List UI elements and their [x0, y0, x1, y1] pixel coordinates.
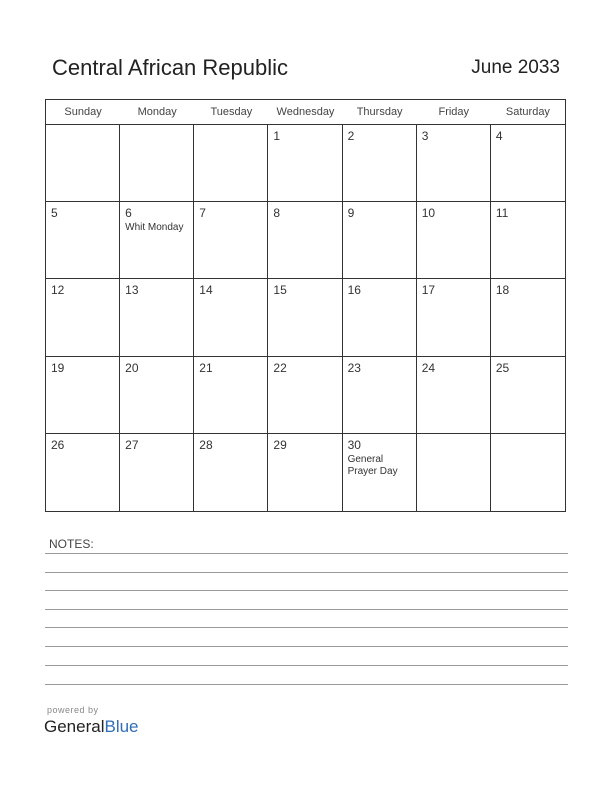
day-cell[interactable]: [491, 125, 565, 202]
day-cell[interactable]: [268, 125, 342, 202]
day-cell[interactable]: [417, 434, 491, 511]
day-cell[interactable]: [46, 357, 120, 434]
brand-blue: Blue: [104, 717, 139, 736]
day-cell[interactable]: [343, 434, 417, 511]
day-cell[interactable]: [417, 202, 491, 279]
day-number: 10: [421, 206, 436, 221]
day-cell[interactable]: [46, 434, 120, 511]
weekday-header: Wednesday: [276, 106, 335, 118]
month-year-label: June 2033: [471, 57, 560, 78]
day-cell[interactable]: [268, 434, 342, 511]
weekday-header: Sunday: [64, 106, 102, 118]
day-cell[interactable]: [343, 357, 417, 434]
day-number: 28: [199, 437, 213, 452]
day-cell[interactable]: [120, 434, 194, 511]
day-cell[interactable]: [343, 279, 417, 356]
day-cell[interactable]: [194, 202, 268, 279]
day-number: 1: [273, 129, 281, 143]
weekday-header-row: [46, 100, 565, 125]
generalblue-logo[interactable]: [44, 717, 139, 737]
day-number: 27: [125, 437, 139, 452]
day-cell[interactable]: [491, 357, 565, 434]
day-cell[interactable]: [491, 434, 565, 511]
day-number: 9: [347, 206, 355, 221]
day-cell[interactable]: [491, 279, 565, 356]
note-line: [45, 609, 568, 610]
day-number: 30: [347, 437, 361, 452]
note-line: [45, 553, 568, 554]
day-cell[interactable]: [120, 125, 194, 202]
weekday-header: Thursday: [356, 106, 403, 118]
day-cell[interactable]: [120, 202, 194, 279]
day-number: 6: [125, 206, 132, 221]
day-cell[interactable]: [194, 357, 268, 434]
day-number: 4: [495, 129, 503, 143]
day-cell[interactable]: [268, 279, 342, 356]
day-number: 26: [51, 437, 65, 452]
day-number: 20: [125, 360, 139, 375]
day-cell[interactable]: [343, 202, 417, 279]
powered-by-text: powered by: [47, 705, 99, 715]
notes-label: NOTES:: [49, 537, 94, 551]
day-number: 16: [347, 283, 361, 298]
day-cell[interactable]: [268, 357, 342, 434]
day-number: 2: [347, 129, 355, 143]
day-number: 18: [495, 283, 510, 298]
holiday-label: General Prayer Day: [347, 453, 398, 477]
day-cell[interactable]: [194, 125, 268, 202]
note-line: [45, 646, 568, 647]
day-cell[interactable]: [491, 202, 565, 279]
day-number: 23: [347, 360, 361, 375]
day-number: 17: [421, 283, 436, 298]
holiday-label: Whit Monday: [125, 222, 184, 234]
day-number: 14: [199, 283, 213, 298]
day-number: 19: [51, 360, 65, 375]
day-number: 15: [273, 283, 287, 298]
day-cell[interactable]: [417, 357, 491, 434]
day-cell[interactable]: [120, 279, 194, 356]
day-cell[interactable]: [268, 202, 342, 279]
brand-general: General: [44, 717, 105, 736]
day-number: 3: [421, 129, 429, 143]
day-number: 7: [199, 206, 206, 221]
calendar-grid: [45, 99, 566, 512]
day-cell[interactable]: [343, 125, 417, 202]
day-cell[interactable]: [120, 357, 194, 434]
note-line: [45, 627, 568, 628]
weekday-header: Tuesday: [210, 106, 253, 118]
day-number: 11: [495, 206, 509, 221]
note-line: [45, 665, 568, 666]
day-cell[interactable]: [417, 279, 491, 356]
day-number: 5: [51, 206, 58, 221]
weekday-header: Monday: [137, 106, 177, 118]
day-number: 29: [273, 437, 287, 452]
day-number: 8: [273, 206, 281, 221]
day-number: 25: [495, 360, 510, 375]
weekday-header: Saturday: [505, 106, 550, 118]
day-cell[interactable]: [417, 125, 491, 202]
day-number: 12: [51, 283, 65, 298]
day-number: 13: [125, 283, 139, 298]
day-cell[interactable]: [194, 434, 268, 511]
note-line: [45, 684, 568, 685]
day-number: 21: [199, 360, 213, 375]
weekday-header: Friday: [438, 106, 470, 118]
day-cell[interactable]: [194, 279, 268, 356]
day-number: 22: [273, 360, 287, 375]
calendar-body: [46, 125, 565, 511]
day-cell[interactable]: [46, 279, 120, 356]
day-cell[interactable]: [46, 202, 120, 279]
day-number: 24: [421, 360, 436, 375]
note-line: [45, 572, 568, 573]
day-cell[interactable]: [46, 125, 120, 202]
page-title: Central African Republic: [52, 55, 289, 80]
note-line: [45, 590, 568, 591]
